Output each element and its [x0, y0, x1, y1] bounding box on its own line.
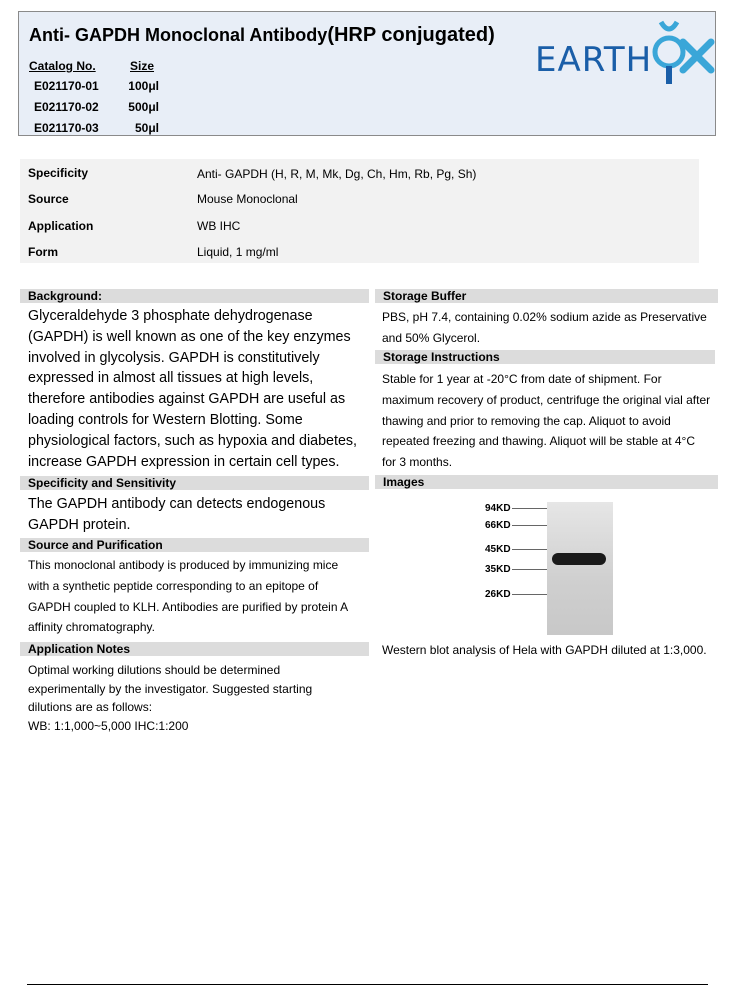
- size-header: Size: [130, 59, 155, 73]
- text-line: involved in glycolysis. GAPDH is constitutively: [28, 349, 320, 366]
- text-line: therefore antibodies against GAPDH are useful as: [28, 391, 346, 408]
- text-line: WB: 1:1,000~5,000 IHC:1:200: [28, 718, 189, 733]
- storage-instructions-text: [382, 369, 710, 473]
- marker-label: 45KD: [485, 544, 511, 555]
- spec-value: Liquid, 1 mg/ml: [197, 245, 279, 259]
- marker-label: 35KD: [485, 564, 511, 575]
- application-notes-text: [28, 661, 312, 735]
- application-notes-heading: Application Notes: [20, 642, 369, 656]
- footer-divider: [27, 984, 708, 985]
- purification-text: [28, 555, 348, 638]
- text-line: This monoclonal antibody is produced by immunizing mice: [28, 558, 339, 572]
- storage-buffer-heading: Storage Buffer: [375, 289, 718, 303]
- catalog-size: 50μl: [134, 121, 159, 135]
- text-line: Stable for 1 year at -20°C from date of shipment. For: [382, 372, 662, 386]
- text-line: increase GAPDH expression in certain cell types.: [28, 453, 340, 470]
- earthox-logo: [535, 18, 715, 90]
- text-line: physiological factors, such as hypoxia and diabetes,: [28, 432, 358, 449]
- catalog-number: E021170-03: [34, 121, 99, 135]
- text-line: Glyceraldehyde 3 phosphate dehydrogenase: [28, 308, 313, 324]
- marker-tick: [512, 508, 548, 509]
- background-text: [28, 306, 357, 472]
- marker-label: 94KD: [485, 503, 511, 514]
- text-line: GAPDH protein.: [28, 516, 131, 533]
- title-conjugate: (HRP conjugated): [327, 24, 495, 46]
- storage-buffer-text: [382, 307, 707, 349]
- storage-instructions-heading: Storage Instructions: [375, 350, 715, 364]
- gapdh-band: [552, 553, 606, 565]
- western-blot-image: [547, 502, 613, 635]
- spec-label: Form: [28, 245, 58, 259]
- text-line: GAPDH coupled to KLH. Antibodies are purified by protein A: [28, 599, 349, 614]
- spec-label: Specificity: [28, 166, 89, 180]
- background-heading: Background:: [20, 289, 369, 303]
- text-line: Optimal working dilutions should be determined: [28, 663, 281, 677]
- marker-tick: [512, 594, 548, 595]
- spec-value: Anti- GAPDH (H, R, M, Mk, Dg, Ch, Hm, Rb, Pg, Sh): [197, 167, 477, 181]
- marker-label: 66KD: [485, 520, 511, 531]
- figure-caption: Western blot analysis of Hela with GAPDH diluted at 1:3,000.: [382, 643, 707, 657]
- text-line: loading controls for Western Blotting. Some: [28, 411, 303, 428]
- catalog-header: Catalog No.: [29, 59, 96, 73]
- specificity-text: [28, 494, 325, 536]
- catalog-size: 500μl: [128, 100, 159, 114]
- text-line: and 50% Glycerol.: [382, 330, 481, 345]
- text-line: repeated freezing and thawing. Aliquot will be stable at 4°C: [382, 434, 695, 449]
- marker-tick: [512, 549, 548, 550]
- text-line: maximum recovery of product, centrifuge the original vial after: [382, 392, 711, 407]
- specificity-heading: Specificity and Sensitivity: [20, 476, 369, 490]
- spec-value: Mouse Monoclonal: [197, 192, 298, 206]
- text-line: with a synthetic peptide corresponding to an epitope of: [28, 578, 319, 593]
- text-line: thawing and prior to removing the cap. Aliquot to avoid: [382, 413, 671, 428]
- spec-value: WB IHC: [197, 219, 241, 233]
- marker-tick: [512, 569, 548, 570]
- images-heading: Images: [375, 475, 718, 489]
- product-title: [29, 24, 495, 47]
- title-main: Anti- GAPDH Monoclonal Antibody: [29, 25, 328, 45]
- earthox-x-logo-icon: [647, 18, 717, 90]
- spec-label: Application: [28, 219, 94, 233]
- purification-heading: Source and Purification: [20, 538, 369, 552]
- catalog-size: 100μl: [128, 79, 159, 93]
- spec-label: Source: [28, 192, 69, 206]
- text-line: The GAPDH antibody can detects endogenous: [28, 496, 326, 512]
- logo-text: EARTH: [535, 40, 653, 80]
- text-line: experimentally by the investigator. Suggested starting: [28, 681, 313, 696]
- marker-tick: [512, 525, 548, 526]
- text-line: affinity chromatography.: [28, 620, 155, 635]
- text-line: (GAPDH) is well known as one of the key enzymes: [28, 328, 351, 345]
- text-line: for 3 months.: [382, 455, 453, 470]
- marker-label: 26KD: [485, 589, 511, 600]
- catalog-number: E021170-01: [34, 79, 99, 93]
- text-line: PBS, pH 7.4, containing 0.02% sodium azide as Preservative: [382, 310, 707, 324]
- text-line: expressed in almost all tissues at high levels,: [28, 370, 314, 387]
- spec-table: [20, 159, 699, 263]
- product-header: [18, 11, 716, 136]
- text-line: dilutions are as follows:: [28, 700, 153, 714]
- catalog-number: E021170-02: [34, 100, 99, 114]
